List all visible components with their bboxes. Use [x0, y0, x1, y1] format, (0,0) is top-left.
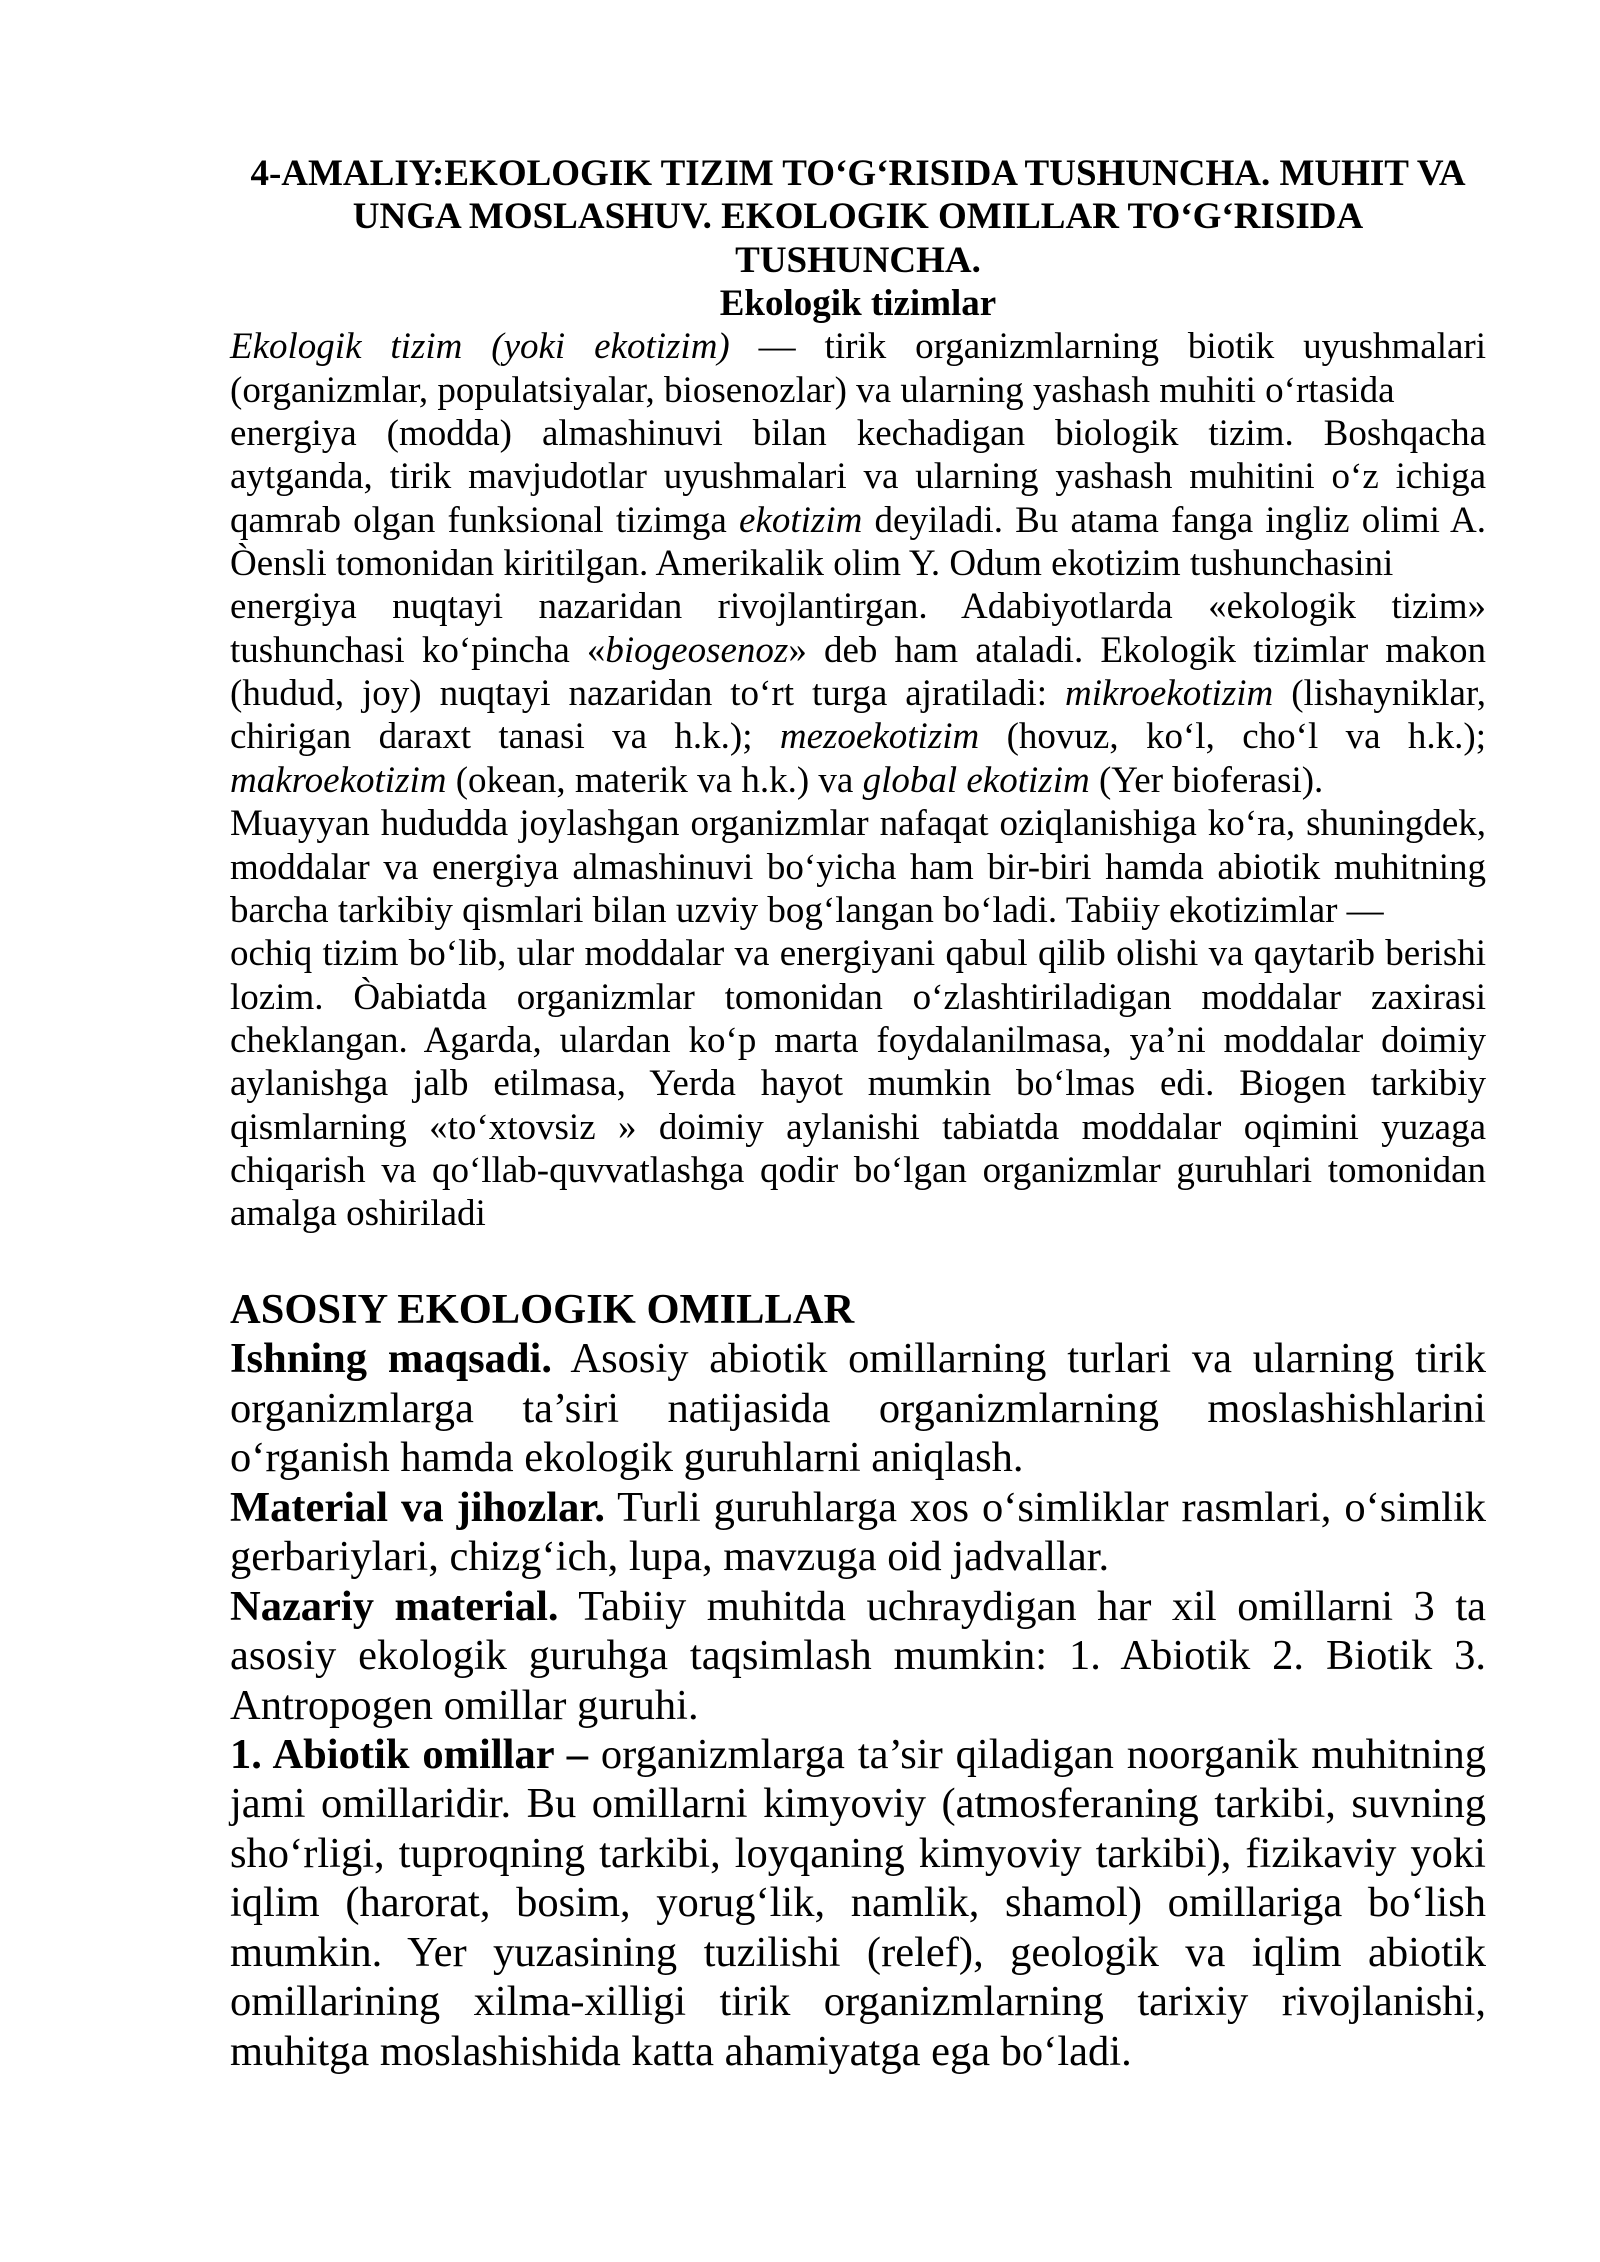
- document-title: [230, 152, 1486, 325]
- factors-section: [230, 1285, 1486, 2076]
- text-run: energiya (modda) almashinuvi bilan kechadigan biologik tizim. Boshqacha: [230, 413, 1486, 455]
- text-line: [230, 499, 1486, 542]
- italic-term: Ekologik tizim (yoki ekotizim): [230, 326, 730, 368]
- text-run: deyiladi. Bu atama fanga ingliz olimi A.: [862, 499, 1486, 541]
- text-line: [230, 1062, 1486, 1105]
- bold-label: 1. Abiotik omillar –: [230, 1730, 588, 1778]
- text-run: asosiy ekologik guruhga taqsimlash mumkin: 1. Abiotik 2. Biotik 3.: [230, 1632, 1486, 1680]
- text-run: jami omillaridir. Bu omillarni kimyoviy (atmosferaning tarkibi, suvning: [230, 1780, 1486, 1828]
- text-line: [230, 629, 1486, 672]
- bold-label: Material va jihozlar.: [230, 1483, 605, 1531]
- text-line: [230, 1928, 1486, 1977]
- text-line: [230, 455, 1486, 498]
- text-line: [230, 672, 1486, 715]
- document-page: [230, 152, 1486, 2076]
- italic-term: global ekotizim: [862, 759, 1090, 801]
- text-run: (hudud, joy) nuqtayi nazaridan to‘rt turga ajratiladi:: [230, 673, 1065, 715]
- text-run: — tirik organizmlarning biotik uyushmalari: [729, 326, 1486, 368]
- text-run: o‘rganish hamda ekologik guruhlarni aniqlash.: [230, 1434, 1024, 1482]
- text-line: [230, 976, 1486, 1019]
- text-run: aytganda, tirik mavjudotlar uyushmalari va ularning yashash muhitini o‘z ichiga: [230, 456, 1486, 498]
- text-run: Antropogen omillar guruhi.: [230, 1681, 699, 1729]
- text-line: [230, 325, 1486, 368]
- text-run: qamrab olgan funksional tizimga: [230, 499, 740, 541]
- text-line: [230, 1483, 1486, 1532]
- italic-term: mikroekotizim: [1064, 673, 1274, 715]
- text-run: tushunchasi ko‘pincha «: [230, 629, 606, 671]
- text-run: (lishayniklar,: [1273, 673, 1486, 715]
- title-line: 4-AMALIY:EKOLOGIK TIZIM TO‘G‘RISIDA TUSHUNCHA. MUHIT VA: [250, 153, 1466, 194]
- text-line: [230, 412, 1486, 455]
- text-line: [230, 1829, 1486, 1878]
- title-line: UNGA MOSLASHUV. EKOLOGIK OMILLAR TO‘G‘RISIDA: [352, 196, 1364, 238]
- text-line: [230, 802, 1486, 845]
- text-line: [230, 1779, 1486, 1828]
- italic-term: biogeosenoz: [605, 629, 789, 671]
- text-line: [230, 1730, 1486, 1779]
- italic-term: makroekotizim: [230, 759, 447, 801]
- text-run: chirigan daraxt tanasi va h.k.);: [230, 716, 780, 758]
- text-run: chiqarish va qo‘llab-quvvatlashga qodir bo‘lgan organizmlar guruhlari tomonidan: [230, 1149, 1486, 1191]
- text-run: Asosiy abiotik omillarning turlari va ularning tirik: [551, 1335, 1486, 1383]
- text-run: aylanishga jalb etilmasa, Yerda hayot mumkin bo‘lmas edi. Biogen tarkibiy: [230, 1063, 1486, 1105]
- text-run: omillarining xilma-xilligi tirik organizmlarning tarixiy rivojlanishi,: [230, 1978, 1486, 2026]
- title-line: TUSHUNCHA.: [735, 239, 981, 281]
- text-run: organizmlarga ta’siri natijasida organizmlarning moslashishlarini: [230, 1384, 1486, 1432]
- text-line: [230, 715, 1486, 758]
- bold-label: Nazariy material.: [230, 1582, 559, 1630]
- text-line: [230, 932, 1486, 975]
- text-run: (hovuz, ko‘l, cho‘l va h.k.);: [979, 716, 1486, 758]
- text-run: ochiq tizim bo‘lib, ular moddalar va energiyani qabul qilib olishi va qaytarib berishi: [230, 933, 1486, 975]
- ecosystems-section: [230, 325, 1486, 1235]
- text-run: » deb ham ataladi. Ekologik tizimlar makon: [788, 629, 1486, 671]
- italic-term: mezoekotizim: [779, 716, 980, 758]
- text-run: gerbariylari, chizg‘ich, lupa, mavzuga oid jadvallar.: [230, 1533, 1110, 1581]
- text-run: moddalar va energiya almashinuvi bo‘yicha ham bir-biri hamda abiotik muhitning: [230, 846, 1486, 888]
- text-run: sho‘rligi, tuproqning tarkibi, loyqaning kimyoviy tarkibi), fizikaviy yoki: [230, 1829, 1486, 1877]
- text-line: [230, 1878, 1486, 1927]
- text-line: [230, 1334, 1486, 1383]
- text-run: (Yer bioferasi).: [1089, 759, 1324, 801]
- text-run: Òensli tomonidan kiritilgan. Amerikalik olim Y. Odum ekotizim tushunchasini: [230, 543, 1394, 585]
- text-run: (okean, materik va h.k.) va: [446, 759, 863, 801]
- text-run: iqlim (harorat, bosim, yorug‘lik, namlik, shamol) omillariga bo‘lish: [230, 1879, 1486, 1927]
- text-line: [230, 1106, 1486, 1149]
- bold-label: Ishning maqsadi.: [230, 1335, 552, 1383]
- text-run: lozim. Òabiatda organizmlar tomonidan o‘zlashtiriladigan moddalar zaxirasi: [230, 976, 1486, 1018]
- text-line: [230, 1582, 1486, 1631]
- text-run: (organizmlar, populatsiyalar, biosenozlar) va ularning yashash muhiti o‘rtasida: [230, 369, 1395, 411]
- text-run: Muayyan hududda joylashgan organizmlar nafaqat oziqlanishiga ko‘ra, shuningdek,: [230, 803, 1486, 845]
- blank-line: [230, 1236, 1486, 1285]
- text-run: Turli guruhlarga xos o‘simliklar rasmlari, o‘simlik: [604, 1483, 1487, 1531]
- text-run: Tabiiy muhitda uchraydigan har xil omillarni 3 ta: [558, 1582, 1486, 1630]
- text-run: mumkin. Yer yuzasining tuzilishi (relef), geologik va iqlim abiotik: [230, 1928, 1486, 1976]
- text-line: [230, 585, 1486, 628]
- text-line: [230, 1532, 1486, 1581]
- text-line: [230, 1384, 1486, 1433]
- text-run: barcha tarkibiy qismlari bilan uzviy bog‘langan bo‘ladi. Tabiiy ekotizimlar —: [230, 889, 1384, 931]
- text-line: [230, 1681, 1486, 1730]
- text-line: [230, 1631, 1486, 1680]
- section-subheading: Ekologik tizimlar: [719, 283, 997, 325]
- text-line: [230, 889, 1486, 932]
- text-line: [230, 1977, 1486, 2026]
- text-run: organizmlarga ta’sir qiladigan noorganik muhitning: [588, 1730, 1486, 1778]
- text-run: amalga oshiriladi: [230, 1193, 486, 1235]
- text-line: [230, 369, 1486, 412]
- text-line: [230, 1192, 1486, 1235]
- italic-term: ekotizim: [739, 499, 863, 541]
- text-line: [230, 1149, 1486, 1192]
- text-run: muhitga moslashishida katta ahamiyatga ega bo‘ladi.: [230, 2027, 1132, 2075]
- text-run: qismlarning «to‘xtovsiz » doimiy aylanishi tabiatda moddalar oqimini yuzaga: [230, 1106, 1486, 1148]
- text-line: [230, 1019, 1486, 1062]
- text-line: [230, 2027, 1486, 2076]
- text-line: [230, 846, 1486, 889]
- text-line: [230, 1433, 1486, 1482]
- text-run: energiya nuqtayi nazaridan rivojlantirgan. Adabiyotlarda «ekologik tizim»: [230, 586, 1486, 628]
- section-heading: ASOSIY EKOLOGIK OMILLAR: [230, 1286, 855, 1334]
- text-run: cheklangan. Agarda, ulardan ko‘p marta foydalanilmasa, ya’ni moddalar doimiy: [230, 1019, 1486, 1061]
- text-line: [230, 542, 1486, 585]
- text-line: [230, 759, 1486, 802]
